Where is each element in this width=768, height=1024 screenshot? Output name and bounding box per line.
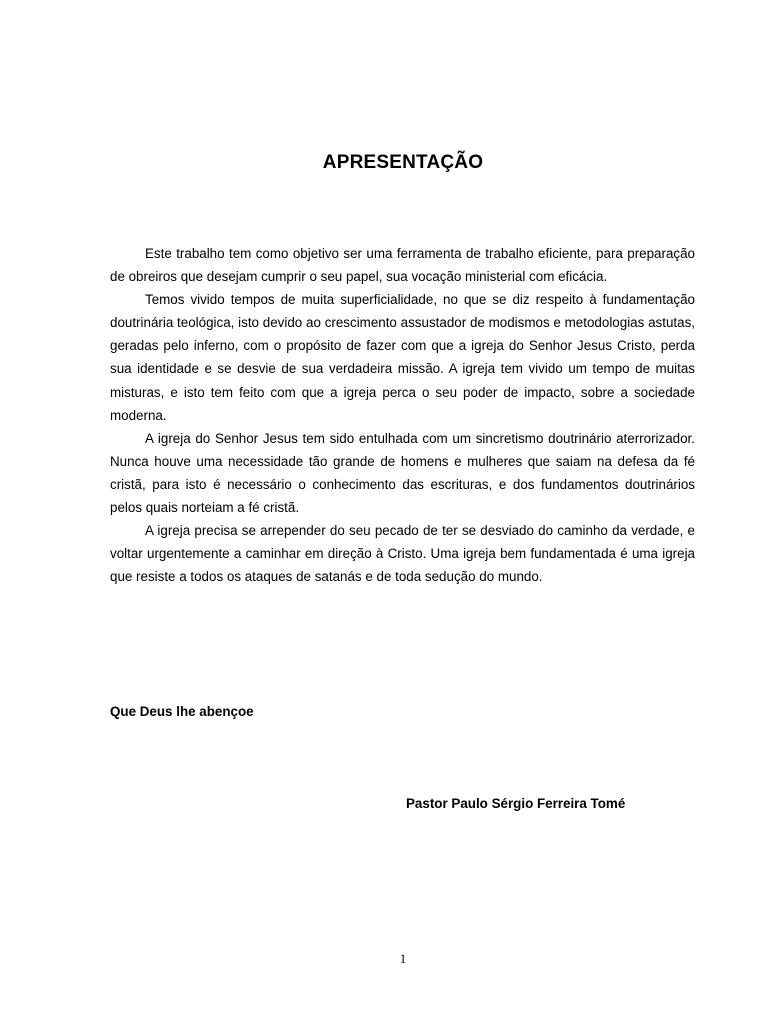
closing-line: Que Deus lhe abençoe [110, 704, 254, 719]
body-text [110, 242, 695, 588]
paragraph: A igreja precisa se arrepender do seu pecado de ter se desviado do caminho da verdade, e voltar urgentemente a caminhar em direção à Cristo. Uma igreja bem fundamentada é uma igreja que resiste a todos os ataques de satanás e de toda sedução do mundo. [110, 523, 695, 585]
paragraph: Temos vivido tempos de muita superficialidade, no que se diz respeito à fundamentação doutrinária teológica, isto devido ao crescimento assustador de modismos e metodologias astutas, geradas pelo inferno, com o propósito de fazer com que a igreja do Senhor Jesus Cristo, perda sua identidade e se desvie de sua verdadeira missão. A igreja tem vivido um tempo de muitas misturas, e isto tem feito com que a igreja perca o seu poder de impacto, sobre a sociedade moderna. [110, 292, 695, 423]
paragraph: Este trabalho tem como objetivo ser uma ferramenta de trabalho eficiente, para preparação de obreiros que desejam cumprir o seu papel, sua vocação ministerial com eficácia. [110, 246, 695, 285]
signature: Pastor Paulo Sérgio Ferreira Tomé [406, 796, 626, 811]
page-title: APRESENTAÇÃO [322, 152, 484, 173]
page-number: 1 [399, 951, 407, 966]
paragraph: A igreja do Senhor Jesus tem sido entulhada com um sincretismo doutrinário aterrorizador. Nunca houve uma necessidade tão grande de homens e mulheres que saiam na defesa da fé cristã, para isto é necessário o conhecimento das escrituras, e dos fundamentos doutrinários pelos quais norteiam a fé cristã. [110, 430, 695, 516]
